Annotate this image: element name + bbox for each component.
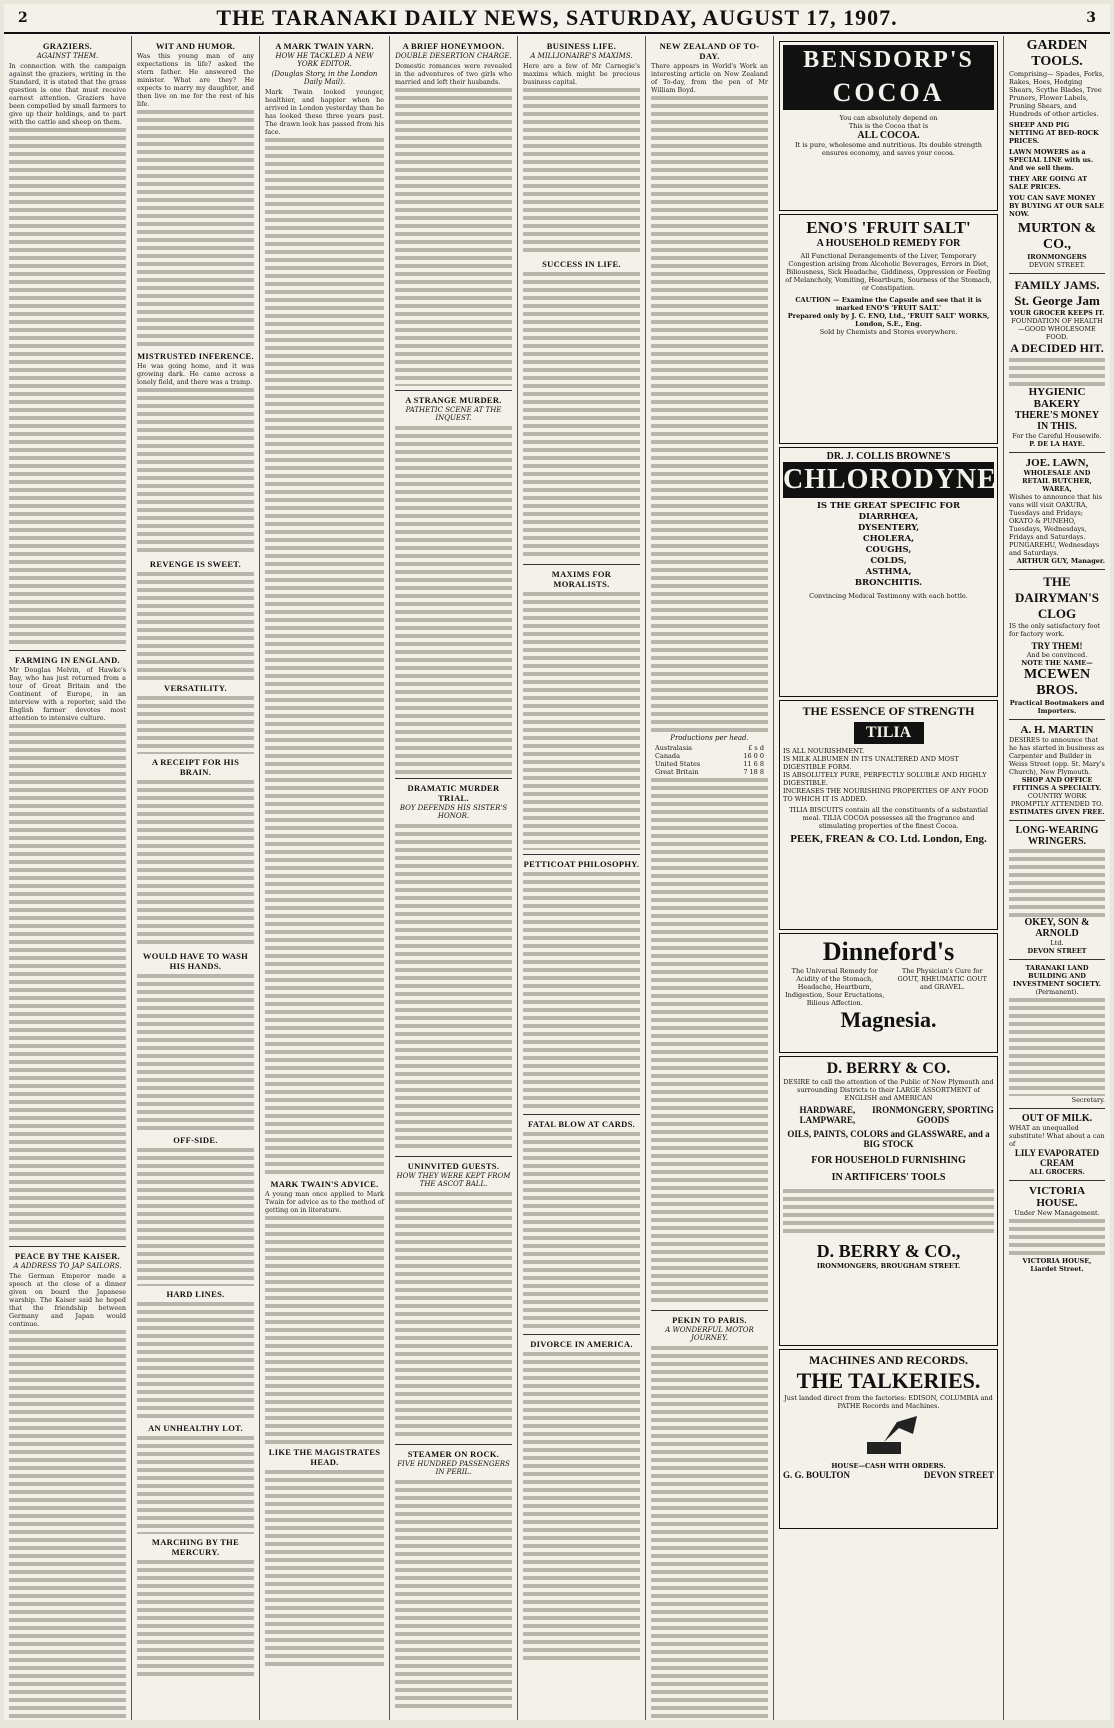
lawn-title: JOE. LAWN, bbox=[1025, 457, 1089, 469]
tilia-point: IS ABSOLUTELY PURE, PERFECTLY SOLUBLE AND HIGHLY DIGESTIBLE. bbox=[783, 771, 987, 787]
jams-title: FAMILY JAMS. bbox=[1014, 278, 1100, 292]
dinneford-title: Dinneford's bbox=[822, 937, 955, 966]
article-wit-cont bbox=[137, 108, 254, 348]
article-mark-twain: Mark Twain looked younger, healthier, and happier when he arrived in London yesterday than he has looked these three years past. The drawn look has passed from his face. bbox=[265, 88, 384, 136]
jams-hit: A DECIDED HIT. bbox=[1010, 341, 1104, 355]
article-unhealthy bbox=[137, 1434, 254, 1534]
berry-address-title: D. BERRY & CO., bbox=[816, 1241, 961, 1261]
eno-prepared: Prepared only by J. C. ENO, Ltd., 'FRUIT SALT' WORKS, London, S.E., Eng. bbox=[787, 312, 990, 328]
heading-graziers: GRAZIERS. bbox=[42, 41, 93, 51]
column-honeymoon bbox=[390, 36, 518, 1720]
heading-unhealthy: AN UNHEALTHY LOT. bbox=[148, 1423, 243, 1433]
table-cell-country: Great Britain bbox=[655, 768, 699, 776]
bensdorp-line4: It is pure, wholesome and nutritious. Its double strength ensures economy, and saves your cocoa. bbox=[795, 141, 982, 157]
garden-lawn: LAWN MOWERS as a SPECIAL LINE with us. And we sell them. bbox=[1009, 148, 1094, 172]
martin-estimates: ESTIMATES GIVEN FREE. bbox=[1009, 808, 1105, 816]
subheading-mark-twain: HOW HE TACKLED A NEW YORK EDITOR. bbox=[275, 52, 374, 68]
collis-item: CHOLERA, bbox=[862, 534, 915, 544]
talkeries-title2: THE TALKERIES. bbox=[796, 1368, 981, 1393]
column-new-zealand bbox=[646, 36, 774, 1720]
phonograph-icon bbox=[859, 1414, 919, 1458]
heading-honeymoon: A BRIEF HONEYMOON. bbox=[402, 41, 505, 51]
divider bbox=[9, 650, 126, 651]
newspaper-title: THE TARANAKI DAILY NEWS, SATURDAY, AUGUST 17, 1907. bbox=[216, 5, 898, 30]
heading-fatal-blow: FATAL BLOW AT CARDS. bbox=[527, 1119, 636, 1129]
bensdorp-title: BENSDORP'S bbox=[783, 45, 994, 76]
article-steamer bbox=[395, 1478, 512, 1708]
heading-success: SUCCESS IN LIFE. bbox=[542, 259, 621, 269]
article-twain-advice-cont bbox=[265, 1214, 384, 1444]
heading-new-zealand: NEW ZEALAND OF TO-DAY. bbox=[659, 41, 760, 61]
heading-uninvited: UNINVITED GUESTS. bbox=[407, 1161, 500, 1171]
heading-petticoat: PETTICOAT PHILOSOPHY. bbox=[523, 859, 640, 869]
divider bbox=[523, 564, 640, 565]
ad-tilia bbox=[779, 700, 998, 930]
mcewen-title: MCEWEN BROS. bbox=[1023, 667, 1091, 698]
page-number: 2 bbox=[18, 10, 28, 26]
heading-farming: FARMING IN ENGLAND. bbox=[15, 655, 120, 665]
talkeries-title1: MACHINES AND RECORDS. bbox=[808, 1353, 969, 1367]
collis-item: ASTHMA, bbox=[865, 567, 912, 577]
production-table bbox=[651, 744, 768, 776]
heading-marching: MARCHING BY THE MERCURY. bbox=[151, 1537, 240, 1557]
victoria-address: VICTORIA HOUSE, Liardet Street. bbox=[1022, 1257, 1092, 1273]
talkeries-body: Just landed direct from the factories: EDISON, COLUMBIA and PATHE Records and Machines. bbox=[784, 1394, 993, 1410]
mcewen-sub: Practical Bootmakers and Importers. bbox=[1009, 699, 1105, 715]
berry-left: HARDWARE, LAMPWARE, bbox=[799, 1105, 856, 1125]
tilia-point: IS ALL NOURISHMENT. bbox=[783, 747, 865, 755]
building-title: TARANAKI LAND BUILDING AND INVESTMENT SOCIETY. bbox=[1012, 964, 1102, 988]
clog-try: TRY THEM! bbox=[1031, 641, 1083, 651]
article-murder-trial bbox=[395, 822, 512, 1152]
divider bbox=[395, 1156, 512, 1157]
article-kaiser: The German Emperor made a speech at the close of a dinner given on board the Japanese warship. The Kaiser said he hoped that the friendship between Germany and Japan would continue. bbox=[9, 1272, 126, 1328]
article-mark-twain-cont bbox=[265, 136, 384, 1176]
jams-food: FOUNDATION OF HEALTH—GOOD WHOLESOME FOOD. bbox=[1011, 317, 1103, 341]
eno-caution: CAUTION — Examine the Capsule and see that it is marked ENO'S 'FRUIT SALT.' bbox=[795, 296, 982, 312]
divider bbox=[1009, 719, 1105, 720]
article-uninvited bbox=[395, 1190, 512, 1440]
heading-magistrate: LIKE THE MAGISTRATES HEAD. bbox=[268, 1447, 381, 1467]
victoria-details bbox=[1009, 1217, 1105, 1257]
collis-item: DYSENTERY, bbox=[857, 523, 920, 533]
article-pekin bbox=[651, 1344, 768, 1720]
hygienic-money: THERE'S MONEY IN THIS. bbox=[1014, 410, 1100, 432]
article-honeymoon: Domestic romances were revealed in the adventures of two girls who married and left their husbands. bbox=[395, 62, 512, 86]
victoria-title: VICTORIA HOUSE. bbox=[1028, 1185, 1086, 1209]
article-petticoat bbox=[523, 870, 640, 1110]
building-details bbox=[1009, 996, 1105, 1096]
jams-george: St. George Jam bbox=[1014, 293, 1100, 308]
building-permanent: (Permanent). bbox=[1035, 988, 1079, 996]
subheading-murder-trial: BOY DEFENDS HIS SISTER'S HONOR. bbox=[399, 804, 508, 820]
table-cell-value: 16 0 0 bbox=[743, 752, 764, 760]
article-farming-cont bbox=[9, 722, 126, 1242]
bensdorp-cocoa: COCOA bbox=[783, 76, 994, 110]
heading-steamer: STEAMER ON ROCK. bbox=[407, 1449, 500, 1459]
lawn-sub: WHOLESALE AND RETAIL BUTCHER, WAREA, bbox=[1022, 469, 1092, 493]
jams-grocer: YOUR GROCER KEEPS IT. bbox=[1009, 309, 1105, 317]
talkeries-street: DEVON STREET bbox=[923, 1470, 994, 1480]
okey-street: DEVON STREET bbox=[1027, 947, 1087, 955]
murton-title: MURTON & CO., bbox=[1017, 221, 1097, 252]
article-maxims bbox=[523, 590, 640, 850]
wringer-title: LONG-WEARING WRINGERS. bbox=[1015, 825, 1099, 847]
milk-title: OUT OF MILK. bbox=[1021, 1113, 1093, 1124]
dinneford-right: The Physician's Cure for GOUT, RHEUMATIC GOUT and GRAVEL. bbox=[897, 967, 988, 991]
column-mark-twain bbox=[260, 36, 390, 1720]
divider bbox=[523, 854, 640, 855]
article-revenge bbox=[137, 570, 254, 680]
article-new-zealand: There appears in World's Work an interesting article on New Zealand of To-day, from the pen of Mr William Boyd. bbox=[651, 62, 768, 94]
garden-body: Comprising— Spades, Forks, Rakes, Hoes, Hedging Shears, Scythe Blades, Tree Pruners, Flower Labels, Pruning Shears, and Hundreds of other articles. bbox=[1009, 70, 1105, 118]
table-cell-country: Australasia bbox=[655, 744, 693, 752]
article-new-zealand-cont2 bbox=[651, 776, 768, 1306]
subheading-strange-murder: PATHETIC SCENE AT THE INQUEST. bbox=[405, 406, 502, 422]
article-business: Here are a few of Mr Carnegie's maxims which might be precious business capital. bbox=[523, 62, 640, 86]
garden-slate: THEY ARE GOING AT SALE PRICES. bbox=[1009, 175, 1088, 191]
heading-kaiser: PEACE BY THE KAISER. bbox=[14, 1251, 121, 1261]
okey-ltd: Ltd. bbox=[1050, 939, 1064, 947]
heading-wash-hands: WOULD HAVE TO WASH HIS HANDS. bbox=[142, 951, 249, 971]
heading-mark-twain: A MARK TWAIN YARN. bbox=[275, 41, 374, 51]
ad-collis-browne bbox=[779, 447, 998, 697]
ad-berry bbox=[779, 1056, 998, 1346]
talkeries-footer bbox=[783, 1470, 994, 1480]
newspaper-page bbox=[4, 4, 1110, 1720]
berry-body: DESIRE to call the attention of the Public of New Plymouth and surrounding Districts to their LARGE ASSORTMENT of ENGLISH and AMERICAN bbox=[783, 1078, 994, 1102]
column-wit-humor bbox=[132, 36, 260, 1720]
tilia-maker: PEEK, FREAN & CO. Ltd. London, Eng. bbox=[790, 833, 987, 845]
subheading-pekin: A WONDERFUL MOTOR JOURNEY. bbox=[665, 1326, 754, 1342]
divider bbox=[395, 390, 512, 391]
column-advertisements bbox=[774, 36, 1004, 1720]
collis-item: COLDS, bbox=[870, 556, 907, 566]
martin-body: DESIRES to announce that he has started in business as Carpenter and Builder in Weiss Street (opp. St. Mary's Church), New Plymouth. bbox=[1009, 736, 1105, 776]
heading-revenge: REVENGE IS SWEET. bbox=[149, 559, 242, 569]
okey-title: OKEY, SON & ARNOLD bbox=[1024, 917, 1090, 939]
article-graziers-cont bbox=[9, 126, 126, 646]
hygienic-owner: P. DE LA HAYE. bbox=[1029, 440, 1085, 448]
murton-street: DEVON STREET. bbox=[1028, 261, 1086, 269]
article-wash-hands bbox=[137, 972, 254, 1132]
article-marching bbox=[137, 1558, 254, 1678]
divider bbox=[523, 1334, 640, 1335]
table-cell-value: £ s d bbox=[748, 744, 764, 752]
tilia-point: IS MILK ALBUMEN IN ITS UNALTERED AND MOST DIGESTIBLE FORM. bbox=[783, 755, 959, 771]
article-divorce bbox=[523, 1350, 640, 1660]
tilia-biscuits: TILIA BISCUITS contain all the constituents of a substantial meal. TILIA COCOA possesses all the fragrance and stimulating properties of the finest Cocoa. bbox=[789, 806, 988, 830]
collis-footer: Convincing Medical Testimony with each bottle. bbox=[809, 592, 968, 600]
heading-mistrusted: MISTRUSTED INFERENCE. bbox=[137, 351, 254, 361]
article-mistrusted: He was going home, and it was growing dark. He came across a lonely field, and there was a tramp. bbox=[137, 362, 254, 386]
article-hard-lines bbox=[137, 1300, 254, 1420]
jams-details bbox=[1009, 356, 1105, 386]
subheading-steamer: FIVE HUNDRED PASSENGERS IN PERIL. bbox=[397, 1460, 510, 1476]
berry-tools: IN ARTIFICERS' TOOLS bbox=[831, 1172, 946, 1183]
divider bbox=[523, 1114, 640, 1115]
subheading-honeymoon: DOUBLE DESERTION CHARGE. bbox=[395, 52, 512, 60]
column-graziers bbox=[4, 36, 132, 1720]
divider bbox=[395, 778, 512, 779]
heading-offside: OFF-SIDE. bbox=[173, 1135, 218, 1145]
clog-convinced: And be convinced. bbox=[1026, 651, 1088, 659]
divider bbox=[1009, 569, 1105, 570]
ad-bensdorp bbox=[779, 41, 998, 211]
lawn-body: Wishes to announce that his vans will visit OAKURA, Tuesdays and Fridays; OKATO & PUNEHO, Tuesdays, Wednesdays, Fridays and Saturdays. PUNGAREHU, Wednesdays and Saturdays. bbox=[1009, 493, 1103, 557]
article-offside bbox=[137, 1146, 254, 1286]
article-honeymoon-cont bbox=[395, 86, 512, 386]
table-row bbox=[655, 760, 764, 768]
column-business bbox=[518, 36, 646, 1720]
berry-furnishing: FOR HOUSEHOLD FURNISHING bbox=[811, 1155, 966, 1166]
column-small-ads bbox=[1004, 36, 1110, 1720]
table-cell-value: 11 6 8 bbox=[743, 760, 764, 768]
milk-brand: LILY EVAPORATED CREAM bbox=[1014, 1148, 1100, 1168]
collis-title: DR. J. COLLIS BROWNE'S bbox=[826, 451, 951, 462]
lawn-manager: ARTHUR GUY, Manager. bbox=[1016, 557, 1105, 565]
dinneford-left: The Universal Remedy for Acidity of the Stomach, Headache, Heartburn, Indigestion, Sour Eructations, Bilious Affection. bbox=[785, 967, 885, 1007]
collis-list bbox=[783, 501, 994, 589]
divider bbox=[1009, 452, 1105, 453]
ad-dinneford bbox=[779, 933, 998, 1053]
heading-strange-murder: A STRANGE MURDER. bbox=[405, 395, 502, 405]
article-magistrate bbox=[265, 1468, 384, 1668]
wringer-details bbox=[1009, 847, 1105, 917]
berry-details bbox=[783, 1187, 994, 1237]
heading-business: BUSINESS LIFE. bbox=[546, 41, 617, 51]
tilia-points bbox=[783, 747, 994, 803]
eno-sold: Sold by Chemists and Stores everywhere. bbox=[819, 328, 958, 336]
heading-wit: WIT AND HUMOR. bbox=[155, 41, 236, 51]
garden-save: YOU CAN SAVE MONEY BY BUYING AT OUR SALE NOW. bbox=[1009, 194, 1104, 218]
heading-pekin: PEKIN TO PARIS. bbox=[672, 1315, 747, 1325]
heading-maxims: MAXIMS FOR MORALISTS. bbox=[551, 569, 612, 589]
article-new-zealand-cont bbox=[651, 94, 768, 734]
berry-paints: OILS, PAINTS, COLORS and GLASSWARE, and a BIG STOCK bbox=[787, 1129, 990, 1149]
berry-right: IRONMONGERY, SPORTING GOODS bbox=[872, 1105, 994, 1125]
eno-title: ENO'S 'FRUIT SALT' bbox=[806, 218, 971, 237]
bensdorp-line3: ALL COCOA. bbox=[857, 130, 920, 141]
article-mistrusted-cont bbox=[137, 386, 254, 556]
heading-receipt: A RECEIPT FOR HIS BRAIN. bbox=[151, 757, 240, 777]
tilia-point: INCREASES THE NOURISHING PROPERTIES OF ANY FOOD TO WHICH IT IS ADDED. bbox=[783, 787, 989, 803]
subheading-kaiser: A ADDRESS TO JAP SAILORS. bbox=[13, 1262, 122, 1270]
table-cell-country: United States bbox=[655, 760, 701, 768]
tilia-logo: TILIA bbox=[854, 722, 924, 744]
article-kaiser-cont bbox=[9, 1328, 126, 1720]
clog-note: NOTE THE NAME— bbox=[1021, 659, 1093, 667]
collis-item: DIARRHŒA, bbox=[858, 512, 919, 522]
ad-eno-fruit-salt bbox=[779, 214, 998, 444]
divider bbox=[1009, 1108, 1105, 1109]
divider bbox=[1009, 820, 1105, 821]
heading-murder-trial: DRAMATIC MURDER TRIAL. bbox=[407, 783, 500, 803]
dinneford-magnesia: Magnesia. bbox=[840, 1007, 937, 1032]
ad-talkeries bbox=[779, 1349, 998, 1529]
divider bbox=[1009, 1180, 1105, 1181]
subheading-business: A MILLIONAIRE'S MAXIMS. bbox=[530, 52, 633, 60]
article-fatal-blow bbox=[523, 1130, 640, 1330]
table-label: Productions per head. bbox=[670, 734, 749, 742]
article-strange-murder bbox=[395, 424, 512, 774]
murton-sub: IRONMONGERS bbox=[1027, 253, 1087, 261]
eno-body: All Functional Derangements of the Liver, Temporary Congestion arising from Alcoholic Beverages, Errors in Diet, Biliousness, Sick Headache, Giddiness, Oppression or Feeling of Melancholy, Vomiting, Heartburn, Sourness of the Stomach, or Constipation. bbox=[785, 252, 992, 292]
talkeries-owner: G. G. BOULTON bbox=[783, 1470, 851, 1480]
martin-shop: SHOP AND OFFICE FITTINGS A SPECIALTY. bbox=[1012, 776, 1102, 792]
collis-item: COUGHS, bbox=[865, 545, 912, 555]
dinneford-body bbox=[783, 967, 994, 1007]
heading-divorce: DIVORCE IN AMERICA. bbox=[530, 1339, 633, 1349]
building-secretary: Secretary. bbox=[1071, 1096, 1105, 1104]
milk-what: WHAT an unequalled substitute! What about a can of bbox=[1009, 1124, 1105, 1148]
heading-versatility: VERSATILITY. bbox=[164, 683, 227, 693]
article-business-cont bbox=[523, 86, 640, 256]
victoria-sub: Under New Management. bbox=[1014, 1209, 1100, 1217]
collis-chlorodyne: CHLORODYNE bbox=[783, 462, 994, 498]
article-twain-advice: A young man once applied to Mark Twain for advice as to the method of getting on in literature. bbox=[265, 1190, 384, 1214]
article-versatility bbox=[137, 694, 254, 754]
divider bbox=[395, 1444, 512, 1445]
clog-sub: IS the only satisfactory foot for factory work. bbox=[1009, 622, 1101, 638]
collis-item: BRONCHITIS. bbox=[854, 578, 923, 588]
article-farming: Mr Douglas Melvin, of Hawke's Bay, who has just returned from a tour of Great Britain and the Continent of Europe, in an interview with a reporter, said the English farmer devotes most attention to intensive culture. bbox=[9, 666, 126, 722]
subheading-graziers: AGAINST THEM. bbox=[36, 52, 99, 60]
divider bbox=[9, 1246, 126, 1247]
milk-sold: ALL GROCERS. bbox=[1029, 1168, 1085, 1176]
heading-twain-advice: MARK TWAIN'S ADVICE. bbox=[270, 1179, 379, 1189]
byline-mark-twain: (Douglas Story, in the London Daily Mail). bbox=[271, 70, 378, 86]
masthead bbox=[4, 4, 1110, 34]
heading-hard-lines: HARD LINES. bbox=[166, 1289, 225, 1299]
garden-sheep: SHEEP AND PIG NETTING AT BED-ROCK PRICES. bbox=[1009, 121, 1099, 145]
berry-title: D. BERRY & CO. bbox=[826, 1060, 951, 1077]
hygienic-title: HYGIENIC BAKERY bbox=[1028, 386, 1086, 410]
divider bbox=[651, 1310, 768, 1311]
columns bbox=[4, 36, 1110, 1720]
eno-subtitle: A HOUSEHOLD REMEDY FOR bbox=[816, 238, 961, 249]
bensdorp-line1: You can absolutely depend on bbox=[839, 114, 938, 122]
hygienic-sub: For the Careful Housewife. bbox=[1012, 432, 1102, 440]
article-success bbox=[523, 270, 640, 560]
berry-categories bbox=[783, 1105, 994, 1125]
article-graziers: In connection with the campaign against the graziers, writing in the Standard, it is stated that the grass question is one that must receive earnest attention. Graziers have been compelled by small farmers to give up their holdings, and to part with the cattle and sheep on them. bbox=[9, 62, 126, 126]
garden-title: GARDEN TOOLS. bbox=[1026, 38, 1088, 69]
clog-title: THE DAIRYMAN'S CLOG bbox=[1014, 574, 1100, 621]
tilia-title: THE ESSENCE OF STRENGTH bbox=[802, 704, 975, 718]
table-row bbox=[655, 768, 764, 776]
bensdorp-line2: This is the Cocoa that is bbox=[848, 122, 929, 130]
berry-address: IRONMONGERS, BROUGHAM STREET. bbox=[816, 1262, 961, 1270]
page-number-right: 3 bbox=[1086, 10, 1096, 26]
article-wit: Was this young man of any expectations in life? asked the stern father. He answered the minister. What are they? He expects to marry my daughter, and then live on me for the rest of his life. bbox=[137, 52, 254, 108]
martin-title: A. H. MARTIN bbox=[1020, 724, 1094, 736]
table-row bbox=[655, 752, 764, 760]
subheading-uninvited: HOW THEY WERE KEPT FROM THE ASCOT BALL. bbox=[396, 1172, 511, 1188]
table-cell-value: 7 18 8 bbox=[743, 768, 764, 776]
table-cell-country: Canada bbox=[655, 752, 680, 760]
article-receipt bbox=[137, 778, 254, 948]
talkeries-cash: HOUSE—CASH WITH ORDERS. bbox=[831, 1462, 946, 1470]
divider bbox=[1009, 273, 1105, 274]
martin-country: COUNTRY WORK PROMPTLY ATTENDED TO. bbox=[1010, 792, 1104, 808]
collis-item: IS THE GREAT SPECIFIC FOR bbox=[816, 501, 961, 511]
divider bbox=[1009, 959, 1105, 960]
table-row bbox=[655, 744, 764, 752]
